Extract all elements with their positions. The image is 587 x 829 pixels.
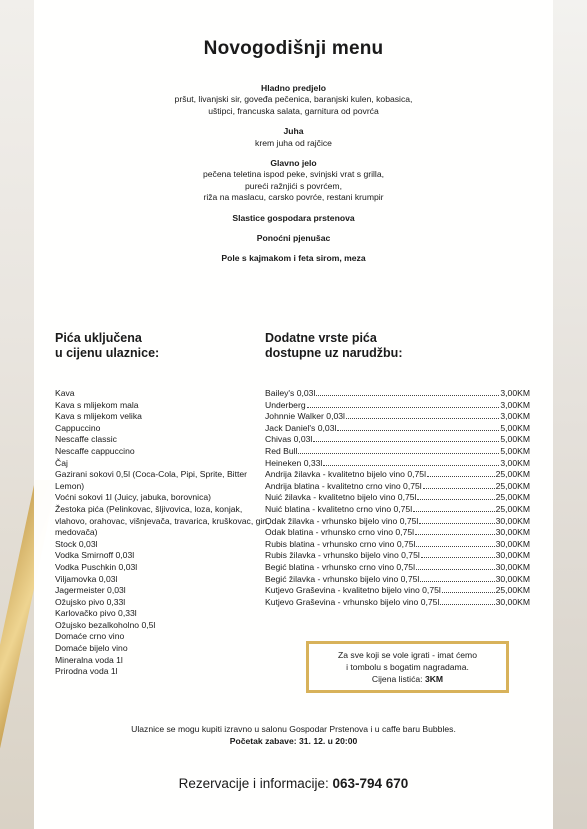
menu-course bbox=[34, 253, 553, 264]
dot-leader bbox=[442, 592, 495, 593]
extra-drinks-price-list bbox=[265, 388, 530, 608]
menu-page bbox=[34, 0, 553, 829]
reservation-contact: Rezervacije i informacije: 063-794 670 bbox=[178, 776, 409, 791]
included-drink-item: Vodka Puschkin 0,03l bbox=[55, 561, 138, 572]
course-line: riža na maslacu, carsko povrće, restani krumpir bbox=[203, 192, 384, 203]
course-heading: Slastice gospodara prstenova bbox=[232, 212, 355, 223]
extra-drinks-heading: Dodatne vrste pića dostupne uz narudžbu: bbox=[265, 331, 403, 360]
dot-leader bbox=[313, 441, 499, 442]
dot-leader bbox=[440, 604, 494, 605]
extra-drink-row bbox=[265, 574, 530, 586]
drink-name: Underberg bbox=[265, 399, 306, 410]
menu-courses bbox=[34, 83, 553, 274]
dot-leader bbox=[413, 511, 494, 512]
included-drink-item: Čaj bbox=[55, 457, 68, 468]
extra-drink-row bbox=[265, 469, 530, 481]
menu-course bbox=[34, 213, 553, 224]
drink-price: 30,00KM bbox=[495, 573, 530, 584]
drink-price: 5,00KM bbox=[500, 434, 530, 445]
included-drink-item: Domaće bijelo vino bbox=[55, 643, 128, 654]
extra-drink-row bbox=[265, 527, 530, 539]
course-line: krem juha od rajčice bbox=[255, 137, 332, 148]
included-drink-item: Mineralna voda 1l bbox=[55, 654, 123, 665]
drink-price: 25,00KM bbox=[495, 480, 530, 491]
drink-name: Nuić žilavka - kvalitetno bijelo vino 0,75l bbox=[265, 492, 417, 503]
tombola-promo-box: Za sve koji se vole igrati - imat ćemo i tombolu s bogatim nagradama. Cijena listića: 3KM bbox=[306, 641, 509, 693]
extra-drink-row bbox=[265, 550, 530, 562]
extra-drink-row bbox=[265, 388, 530, 400]
included-drink-item: Viljamovka 0,03l bbox=[55, 573, 118, 584]
included-drink-item: Jagermeister 0,03l bbox=[55, 585, 126, 596]
page-title: Novogodišnji menu bbox=[203, 38, 384, 59]
extra-drink-row bbox=[265, 562, 530, 574]
included-drink-item: Karlovačko pivo 0,33l bbox=[55, 608, 137, 619]
extra-drink-row bbox=[265, 492, 530, 504]
course-heading: Hladno predjelo bbox=[261, 83, 326, 93]
included-drink-item: Kava s mlijekom mala bbox=[55, 399, 139, 410]
drink-price: 5,00KM bbox=[500, 445, 530, 456]
drink-price: 25,00KM bbox=[495, 469, 530, 480]
included-drink-item: Ožujsko bezalkoholno 0,5l bbox=[55, 619, 156, 630]
drink-name: Rubis blatina - vrhunsko crno vino 0,75l bbox=[265, 538, 416, 549]
dot-leader bbox=[416, 546, 494, 547]
course-line: pečena teletina ispod peke, svinjski vrat s grilla, bbox=[202, 169, 385, 180]
drink-price: 3,00KM bbox=[500, 388, 530, 398]
course-heading: Pole s kajmakom i feta sirom, meza bbox=[221, 253, 366, 264]
included-drink-item: Žestoka pića (Pelinkovac, šljivovica, loza, konjak, vlahovo, orahovac, višnjevača, travarica, kruškovac, gin, medovača) bbox=[55, 503, 270, 538]
included-drink-item: Stock 0,03l bbox=[55, 538, 98, 549]
included-drink-item: Gazirani sokovi 0,5l (Coca-Cola, Pipi, Sprite, Bitter Lemon) bbox=[55, 469, 247, 491]
drink-name: Chivas 0,03l bbox=[265, 434, 313, 445]
included-drink-item: Prirodna voda 1l bbox=[55, 666, 118, 677]
drink-price: 3,00KM bbox=[500, 399, 530, 410]
dot-leader bbox=[416, 569, 495, 570]
included-drink-item: Kava bbox=[55, 388, 75, 398]
menu-course bbox=[34, 233, 553, 244]
extra-drink-row bbox=[265, 597, 530, 609]
extra-drink-row bbox=[265, 400, 530, 412]
dot-leader bbox=[420, 581, 494, 582]
drink-price: 30,00KM bbox=[495, 527, 530, 538]
extra-drink-row bbox=[265, 458, 530, 470]
included-drink-item: Nescaffe classic bbox=[55, 434, 117, 445]
dot-leader bbox=[423, 488, 495, 489]
drink-name: Andrija žilavka - kvalitetno bijelo vino 0,75l bbox=[265, 469, 426, 480]
drink-name: Nuić blatina - kvalitetno crno vino 0,75l bbox=[265, 503, 413, 514]
drink-name: Begić žilavka - vrhunsko bijelo vino 0,75l bbox=[265, 573, 420, 584]
extra-drink-row bbox=[265, 411, 530, 423]
drink-price: 30,00KM bbox=[495, 538, 530, 549]
dot-leader bbox=[307, 407, 500, 408]
menu-course bbox=[34, 126, 553, 149]
included-drink-item: Kava s mlijekom velika bbox=[55, 411, 142, 422]
drink-price: 30,00KM bbox=[495, 561, 530, 572]
drink-price: 25,00KM bbox=[495, 492, 530, 503]
course-line: uštipci, francuska salata, garnitura od povrća bbox=[208, 105, 379, 116]
drink-name: Odak blatina - vrhunsko crno vino 0,75l bbox=[265, 527, 415, 538]
dot-leader bbox=[419, 523, 494, 524]
course-heading: Glavno jelo bbox=[270, 158, 317, 169]
drink-price: 30,00KM bbox=[495, 515, 530, 526]
included-drink-item: Vodka Smirnoff 0,03l bbox=[55, 550, 135, 561]
drink-price: 25,00KM bbox=[495, 585, 530, 596]
extra-drink-row bbox=[265, 585, 530, 597]
drink-price: 30,00KM bbox=[495, 550, 530, 561]
included-drink-item: Domaće crno vino bbox=[55, 631, 125, 642]
drink-name: Begić blatina - vrhunsko crno vino 0,75l bbox=[265, 561, 415, 572]
course-heading: Juha bbox=[283, 126, 304, 137]
start-time: Početak zabave: 31. 12. u 20:00 bbox=[229, 735, 358, 746]
included-drink-item: Cappuccino bbox=[55, 422, 101, 433]
course-heading: Ponoćni pjenušac bbox=[256, 233, 331, 244]
drink-name: Red Bull bbox=[265, 445, 298, 456]
dot-leader bbox=[415, 534, 495, 535]
included-drink-item: Voćni sokovi 1l (Juicy, jabuka, borovnica) bbox=[55, 492, 212, 503]
course-line: pureći ražnjići s povrćem, bbox=[245, 180, 342, 191]
ticket-info: Ulaznice se mogu kupiti izravno u salonu Gospodar Prstenova i u caffe baru Bubbles. Početak zabave: 31. 12. u 20:00 bbox=[34, 724, 553, 747]
drink-price: 3,00KM bbox=[500, 457, 530, 468]
phone-number: 063-794 670 bbox=[332, 776, 409, 791]
included-drinks-heading: Pića uključena u cijenu ulaznice: bbox=[55, 331, 160, 360]
dot-leader bbox=[346, 418, 499, 419]
included-drinks-column bbox=[55, 331, 270, 678]
extra-drinks-column bbox=[265, 331, 530, 608]
included-drink-item: Ožujsko pivo 0,33l bbox=[55, 596, 126, 607]
drink-price: 3,00KM bbox=[500, 411, 530, 422]
drink-name: Rubis žilavka - vrhunsko bijelo vino 0,75l bbox=[265, 550, 420, 561]
extra-drink-row bbox=[265, 516, 530, 528]
dot-leader bbox=[417, 499, 494, 500]
drink-name: Heineken 0,33l bbox=[265, 457, 323, 468]
right-background-decor bbox=[553, 0, 587, 829]
dot-leader bbox=[421, 557, 495, 558]
course-line: pršut, livanjski sir, goveđa pečenica, baranjski kulen, kobasica, bbox=[174, 94, 413, 105]
extra-drink-row bbox=[265, 504, 530, 516]
extra-drink-row bbox=[265, 539, 530, 551]
menu-course bbox=[34, 158, 553, 204]
ticket-price: 3KM bbox=[424, 674, 444, 684]
extra-drink-row bbox=[265, 434, 530, 446]
drink-name: Andrija blatina - kvalitetno crno vino 0,75l bbox=[265, 480, 422, 491]
extra-drink-row bbox=[265, 481, 530, 493]
drink-name: Kutjevo Graševina - kvalitetno bijelo vino 0,75l bbox=[265, 585, 441, 596]
drink-price: 25,00KM bbox=[495, 503, 530, 514]
dot-leader bbox=[427, 476, 495, 477]
drink-price: 30,00KM bbox=[495, 596, 530, 607]
drink-name: Odak žilavka - vrhunsko bijelo vino 0,75l bbox=[265, 515, 419, 526]
drink-name: Jack Daniel's 0,03l bbox=[265, 422, 337, 433]
extra-drink-row bbox=[265, 446, 530, 458]
drink-name: Kutjevo Graševina - vrhunsko bijelo vino 0,75l bbox=[265, 596, 440, 607]
dot-leader bbox=[316, 395, 499, 396]
extra-drink-row bbox=[265, 423, 530, 435]
dot-leader bbox=[298, 453, 499, 454]
drink-name: Bailey's 0,03l bbox=[265, 388, 316, 398]
dot-leader bbox=[337, 430, 499, 431]
dot-leader bbox=[323, 465, 499, 466]
drink-price: 5,00KM bbox=[500, 422, 530, 433]
drink-name: Johnnie Walker 0,03l bbox=[265, 411, 345, 422]
included-drink-item: Nescaffe cappuccino bbox=[55, 445, 135, 456]
included-drinks-list bbox=[55, 388, 270, 678]
menu-course bbox=[34, 83, 553, 117]
